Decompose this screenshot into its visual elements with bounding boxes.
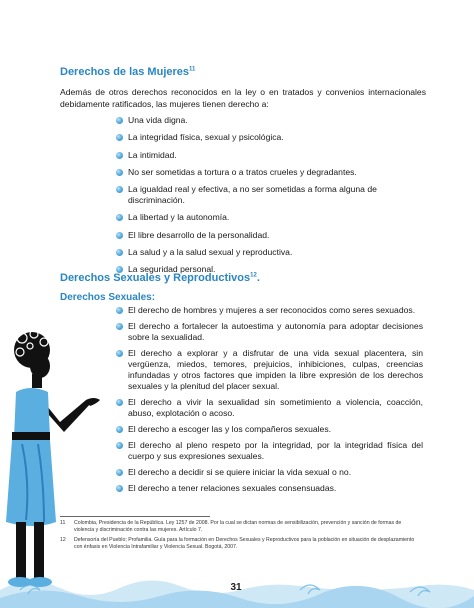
sexual-right-item-text: El derecho a vivir la sexualidad sin sometimiento a violencia, coacción, abuso, explotación o acoso. (128, 397, 423, 418)
intro-paragraph: Además de otros derechos reconocidos en la ley o en tratados y convenios internacionales debidamente ratificados, las mujeres tienen derecho a: (60, 87, 426, 109)
subtitle-sexual-rights: Derechos Sexuales: (60, 292, 156, 303)
footnote-ref-11: 11 (189, 66, 196, 73)
bullet-icon (116, 307, 123, 314)
womens-right-item (116, 132, 436, 143)
sexual-right-item (116, 397, 423, 419)
womens-right-item-text: No ser sometidas a tortura o a tratos crueles y degradantes. (128, 166, 357, 177)
womens-right-item-text: La integridad física, sexual y psicológica. (128, 132, 284, 143)
bullet-icon (116, 249, 123, 256)
bullet-icon (116, 485, 123, 492)
womens-right-item-text: La intimidad. (128, 149, 177, 160)
womens-right-item (116, 247, 436, 258)
womens-right-item-text: La salud y a la salud sexual y reproductiva. (128, 247, 293, 258)
womens-right-item-text: La seguridad personal. (128, 264, 216, 275)
bullet-icon (116, 214, 123, 221)
womens-right-item (116, 150, 436, 161)
footnote-ref-12: 12 (250, 272, 257, 279)
womens-rights-list (116, 115, 436, 282)
bullet-icon (116, 152, 123, 159)
sexual-right-item (116, 424, 423, 435)
sexual-right-item-text: El derecho a fortalecer la autoestima y autonomía para adoptar decisiones sobre la sexualidad. (128, 321, 423, 342)
sexual-right-item-text: El derecho al pleno respeto por la integridad, por la integridad física del cuerpo y sus expresiones sexuales. (128, 440, 423, 461)
sexual-right-item (116, 321, 423, 343)
footnote-text: Defensoría del Pueblo; Profamilia. Guía para la formación en Derechos Sexuales y Reproductivos para la población en situación de desplazamiento con énfasis en Violencia Intrafamiliar y Violencia Sexual. Bogotá, 2007. (74, 537, 415, 550)
section-title-womens-rights: Derechos de las Mujeres$^{11}$ (60, 66, 196, 78)
womens-right-item-text: La libertad y la autonomía. (128, 212, 230, 223)
bullet-icon (116, 186, 123, 193)
sexual-right-item-text: El derecho de hombres y mujeres a ser reconocidos como seres sexuados. (128, 305, 416, 315)
sexual-right-item-text: El derecho a decidir si se quiere iniciar la vida sexual o no. (128, 467, 352, 477)
sexual-right-item (116, 348, 423, 392)
sexual-rights-list (116, 305, 423, 499)
womens-right-item (116, 212, 436, 223)
bullet-icon (116, 134, 123, 141)
footnote-text: Colombia, Presidencia de la República. Ley 1257 de 2008. Por la cual se dictan normas de sensibilización, prevención y sanción de formas de violencia y discriminación contra las mujeres. Artículo 7. (74, 520, 402, 533)
sexual-right-item (116, 483, 423, 494)
bullet-icon (116, 323, 123, 330)
footnote (60, 537, 422, 550)
bullet-icon (116, 350, 123, 357)
bullet-icon (116, 469, 123, 476)
bullet-icon (116, 169, 123, 176)
womens-right-item-text: Una vida digna. (128, 115, 188, 125)
sexual-right-item (116, 305, 423, 316)
footnote-number: 12 (60, 537, 66, 544)
bullet-icon (116, 117, 123, 124)
footnote (60, 520, 422, 533)
sexual-right-item-text: El derecho a escoger las y los compañeros sexuales. (128, 424, 332, 434)
footnote-number: 11 (60, 520, 66, 526)
sexual-right-item-text: El derecho a explorar y a disfrutar de una vida sexual placentera, sin vergüenza, miedos, temores, prejuicios, inhibiciones, culpas, creencias infundadas y otros factores que impiden la libre expresión de los derechos sexuales y la plenitud del placer sexual. (128, 348, 423, 391)
sexual-right-item-text: El derecho a tener relaciones sexuales consensuadas. (128, 483, 337, 493)
womens-right-item (116, 167, 436, 178)
section-title-sexual-reproductive-rights: Derechos Sexuales y Reproductivos$^{12}$. (60, 272, 260, 284)
womens-right-item (116, 115, 436, 126)
bullet-icon (116, 232, 123, 239)
footnotes (60, 520, 422, 554)
womens-right-item-text: El libre desarrollo de la personalidad. (128, 229, 270, 240)
sexual-right-item (116, 440, 423, 462)
bullet-icon (116, 399, 123, 406)
bullet-icon (116, 442, 123, 449)
womens-right-item (116, 230, 436, 241)
woman-illustration (0, 310, 110, 608)
womens-right-item-text: La igualdad real y efectiva, a no ser sometidas a forma alguna de discriminación. (128, 184, 377, 206)
womens-right-item (116, 184, 436, 206)
bullet-icon (116, 426, 123, 433)
page-number: 31 (230, 582, 242, 593)
sexual-right-item (116, 467, 423, 478)
